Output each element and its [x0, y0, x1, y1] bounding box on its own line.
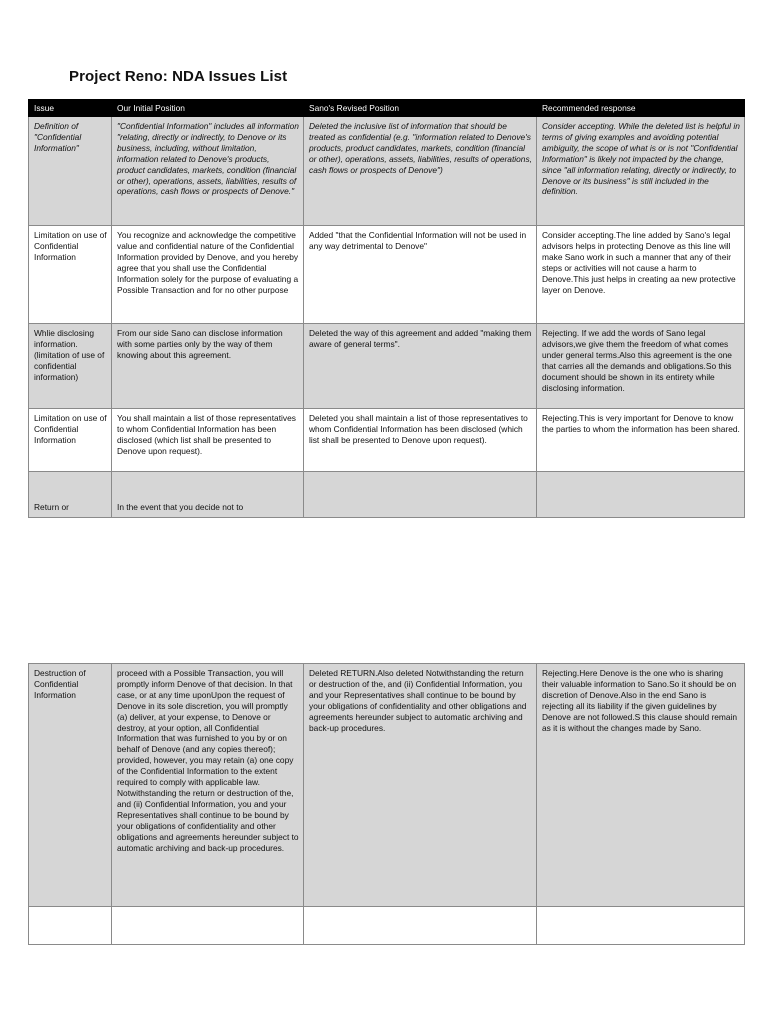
recommended-response-cell: Rejecting.Here Denove is the one who is sharing their valuable information to Sano.So it should be on discretion of Denove.Also in the end Sano is rejecting all its liability if the given guidelines by Denove are not followed.S this clause should remain as it is without the changes made by Sano. — [537, 664, 745, 907]
table-row — [29, 324, 745, 409]
header-issue: Issue — [29, 100, 112, 117]
recommended-response-cell: Consider accepting.The line added by Sano's legal advisors helps in protecting Denove as this line will make Sano work in such a manner that any of their steps or activities will not cause a harm to Denove.This just helps in creating aa new protective layer on Denove. — [537, 226, 745, 324]
revised-position-cell: Deleted you shall maintain a list of those representatives to whom Confidential Information has been disclosed (which list shall be presented to Denove upon request). — [304, 409, 537, 472]
header-revised-position: Sano's Revised Position — [304, 100, 537, 117]
recommended-response-cell — [537, 472, 745, 518]
table-row — [29, 409, 745, 472]
revised-position-cell: Added "that the Confidential Information will not be used in any way detrimental to Denove" — [304, 226, 537, 324]
revised-position-cell — [304, 472, 537, 518]
issue-cell: Limitation on use of Confidential Information — [29, 226, 112, 324]
initial-position-cell: "Confidential Information" includes all information "relating, directly or indirectly, to Denove or its business, including, without limitation, information related to Denove's products, product candidates, markets, condition (financial or other), operations, assets, liabilities, results of operations, cash flows or prospects of Denove." — [112, 117, 304, 226]
revised-position-cell: Deleted the way of this agreement and added "making them aware of general terms". — [304, 324, 537, 409]
recommended-response-cell: Rejecting. If we add the words of Sano legal advisors,we give them the freedom of what comes under general terms.Also this agreement is the one that carries all the demands and obligations.So this document should be shown in its entirety while disclosing information. — [537, 324, 745, 409]
issue-cell: Return or — [29, 472, 112, 518]
header-initial-position: Our Initial Position — [112, 100, 304, 117]
table-row — [29, 226, 745, 324]
issues-table-continued — [28, 663, 745, 945]
initial-position-cell: From our side Sano can disclose information with some parties only by the way of them knowing about this agreement. — [112, 324, 304, 409]
issue-cell — [29, 907, 112, 945]
initial-position-cell — [112, 907, 304, 945]
table-row — [29, 907, 745, 945]
table-header-row — [29, 100, 745, 117]
table-row — [29, 664, 745, 907]
recommended-response-cell — [537, 907, 745, 945]
initial-position-cell: proceed with a Possible Transaction, you will promptly inform Denove of that decision. In that case, or at any time uponUpon the request of Denove in its sole discretion, you will promptly (a) deliver, at your expense, to Denove or destroy, at your option, all Confidential Information that was furnished to you by or on behalf of Denove (and any copies thereof); provided, however, you may retain (a) one copy of the Confidential Information to the extent required to comply with applicable law. Notwithstanding the return or destruction of the, and (ii) Confidential Information, you and your Representatives shall continue to be bound by your obligations of confidentiality and other obligations and agreements hereunder subject to automatic archiving and back-up procedures. — [112, 664, 304, 907]
issue-cell: Limitation on use of Confidential Information — [29, 409, 112, 472]
revised-position-cell: Deleted RETURN.Also deleted Notwithstanding the return or destruction of the, and (ii) Confidential Information, you and your Representatives shall continue to be bound by your obligations of confidentiality and other obligations and agreements hereunder subject to automatic archiving and back-up procedures. — [304, 664, 537, 907]
issues-table — [28, 99, 745, 518]
recommended-response-cell: Consider accepting. While the deleted list is helpful in terms of giving examples and avoiding potential ambiguity, the scope of what is or is not "Confidential Information" is likely not impacted by the change, since "all information relating, directly or indirectly, to Denove or its business" is still included in the definition. — [537, 117, 745, 226]
table-row — [29, 472, 745, 518]
issue-cell: Definition of "Confidential Information" — [29, 117, 112, 226]
header-recommended-response: Recommended response — [537, 100, 745, 117]
revised-position-cell: Deleted the inclusive list of information that should be treated as confidential (e.g. "information related to Denove's products, product candidates, markets, condition (financial or other), operations, assets, liabilities, results of operations, cash flows or prospects of Denove") — [304, 117, 537, 226]
initial-position-cell: In the event that you decide not to — [112, 472, 304, 518]
issue-cell: Destruction of Confidential Information — [29, 664, 112, 907]
issue-cell: Whlie disclosing information. (limitation of use of confidential information) — [29, 324, 112, 409]
initial-position-cell: You recognize and acknowledge the competitive value and confidential nature of the Confidential Information provided by Denove, and you hereby agree that you shall use the Confidential Information solely for the purpose of evaluating a Possible Transaction and for no other purpose — [112, 226, 304, 324]
document-title: Project Reno: NDA Issues List — [69, 68, 288, 85]
revised-position-cell — [304, 907, 537, 945]
table-row — [29, 117, 745, 226]
initial-position-cell: You shall maintain a list of those representatives to whom Confidential Information has been disclosed (which list shall be presented to Denove upon request). — [112, 409, 304, 472]
recommended-response-cell: Rejecting.This is very important for Denove to know the parties to whom the information has been shared. — [537, 409, 745, 472]
